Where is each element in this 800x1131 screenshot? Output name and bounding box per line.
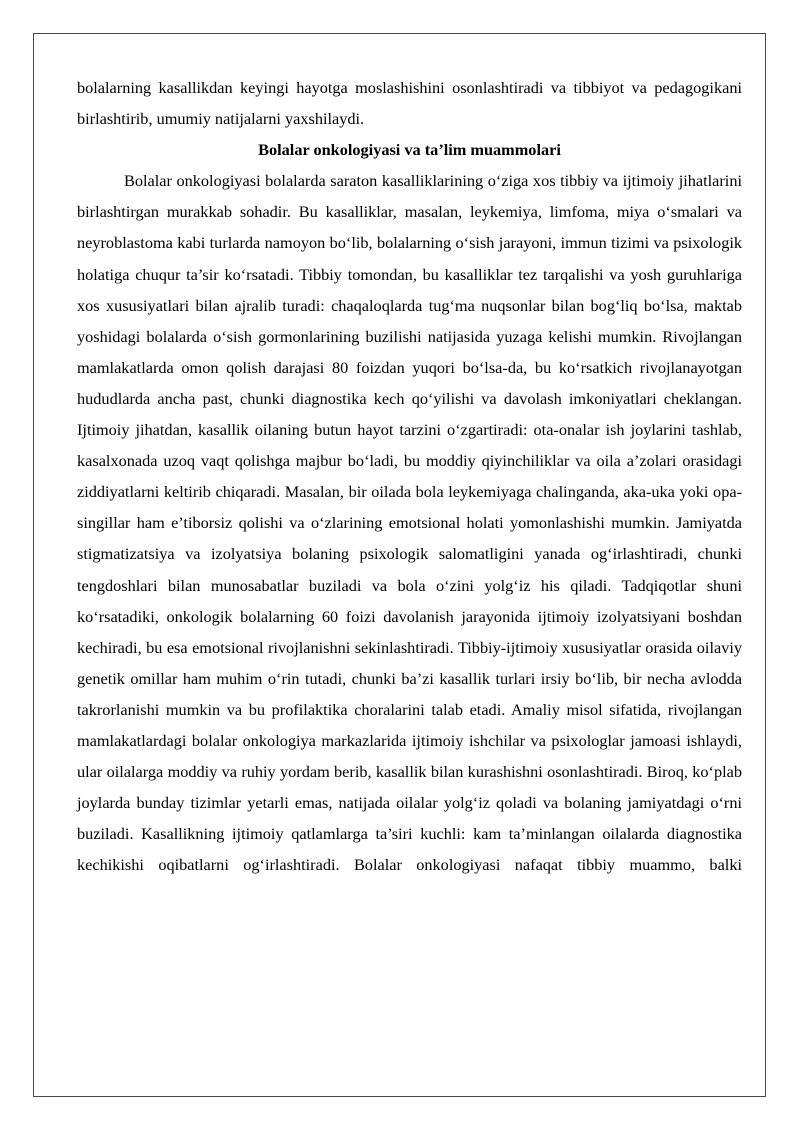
section-heading: Bolalar onkologiyasi va ta’lim muammolari	[258, 140, 561, 160]
intro-paragraph: bolalarning kasallikdan keyingi hayotga moslashishini osonlashtiradi va tibbiyot va pedagogikani birlashtirib, umumiy natijalarni yaxshilaydi.	[77, 78, 742, 129]
document-body	[77, 72, 742, 880]
body-paragraph: Bolalar onkologiyasi bolalarda saraton kasalliklarining o‘ziga xos tibbiy va ijtimoiy jihatlarini birlashtirgan murakkab sohadir. Bu kasalliklar, masalan, leykemiya, limfoma, miya o‘smalari va neyroblastoma kabi turlarda namoyon bo‘lib, bolalarning o‘sish jarayoni, immun tizimi va psixologik holatiga chuqur ta’sir ko‘rsatadi. Tibbiy tomondan, bu kasalliklar tez tarqalishi va yosh guruhlariga xos xususiyatlari bilan ajralib turadi: chaqaloqlarda tug‘ma nuqsonlar bilan bog‘liq bo‘lsa, maktab yoshidagi bolalarda o‘sish gormonlarining buzilishi natijasida yuzaga kelishi mumkin. Rivojlangan mamlakatlarda omon qolish darajasi 80 foizdan yuqori bo‘lsa-da, bu ko‘rsatkich rivojlanayotgan hududlarda ancha past, chunki diagnostika kech qo‘yilishi va davolash imkoniyatlari cheklangan. Ijtimoiy jihatdan, kasallik oilaning butun hayot tarzini o‘zgartiradi: ota-onalar ish joylarini tashlab, kasalxonada uzoq vaqt qolishga majbur bo‘ladi, bu moddiy qiyinchiliklar va oila a’zolari orasidagi ziddiyatlarni keltirib chiqaradi. Masalan, bir oilada bola leykemiyaga chalinganda, aka-uka yoki opa-singillar ham e’tiborsiz qolishi va o‘zlarining emotsional holati yomonlashishi mumkin. Jamiyatda stigmatizatsiya va izolyatsiya bolaning psixologik salomatligini yanada og‘irlashtiradi, chunki tengdoshlari bilan munosabatlar buziladi va bola o‘zini yolg‘iz his qiladi. Tadqiqotlar shuni ko‘rsatadiki, onkologik bolalarning 60 foizi davolanish jarayonida ijtimoiy izolyatsiyani boshdan kechiradi, bu esa emotsional rivojlanishni sekinlashtiradi. Tibbiy-ijtimoiy xususiyatlar orasida oilaviy genetik omillar ham muhim o‘rin tutadi, chunki ba’zi kasallik turlari irsiy bo‘lib, bir necha avlodda takrorlanishi mumkin va bu profilaktika choralarini talab etadi. Amaliy misol sifatida, rivojlangan mamlakatlardagi bolalar onkologiya markazlarida ijtimoiy ishchilar va psixologlar jamoasi ishlaydi, ular oilalarga moddiy va ruhiy yordam berib, kasallik bilan kurashishni osonlashtiradi. Biroq, ko‘plab joylarda bunday tizimlar yetarli emas, natijada oilalar yolg‘iz qoladi va bolaning jamiyatdagi o‘rni buziladi. Kasallikning ijtimoiy qatlamlarga ta’siri kuchli: kam ta’minlangan oilalarda diagnostika kechikishi oqibatlarni og‘irlashtiradi. Bolalar onkologiyasi nafaqat tibbiy muammo, balki	[77, 171, 742, 875]
